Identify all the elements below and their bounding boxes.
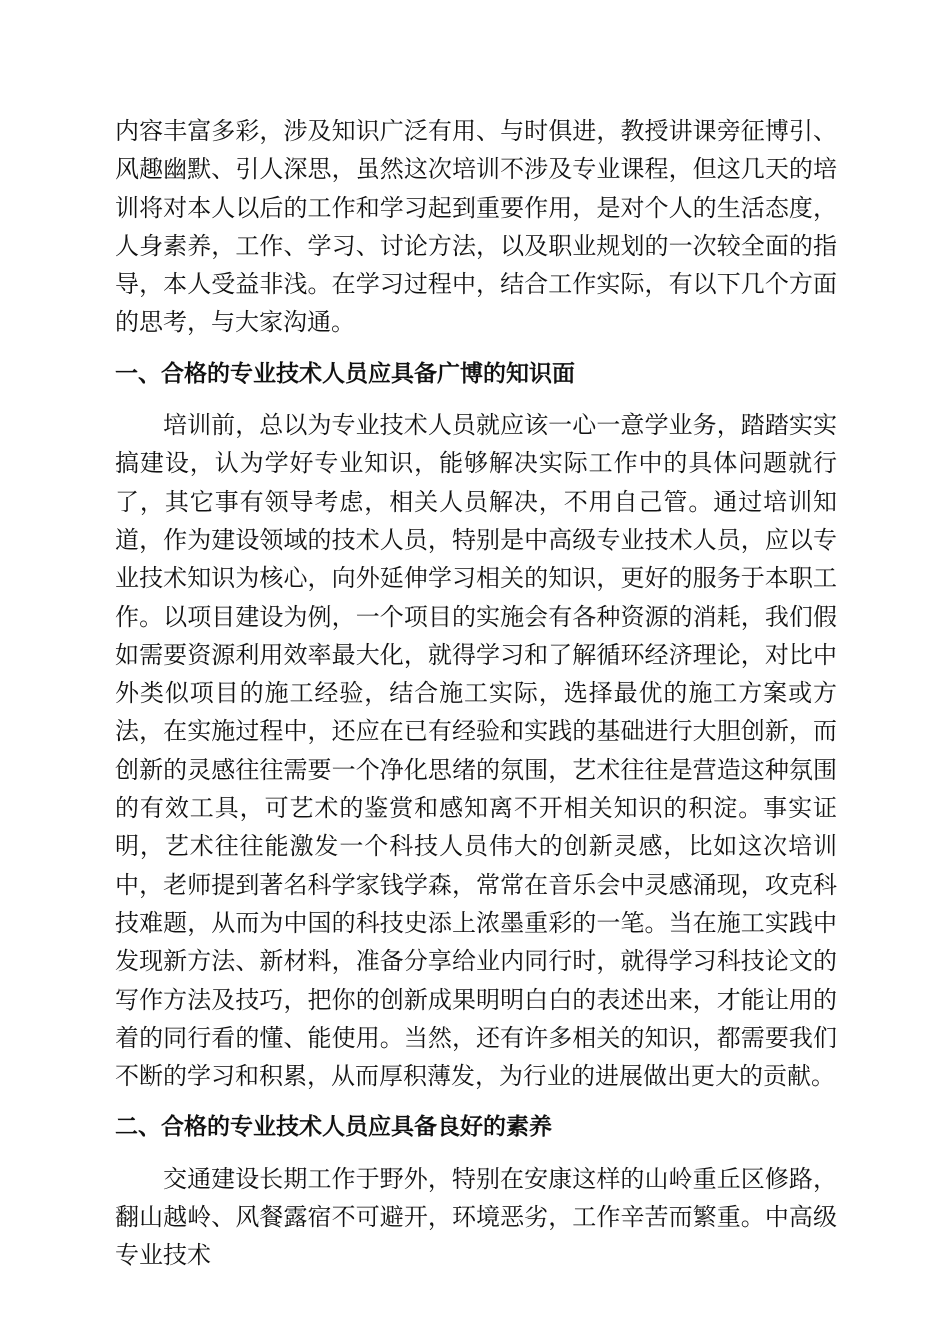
- intro-paragraph: 内容丰富多彩，涉及知识广泛有用、与时俱进，教授讲课旁征博引、风趣幽默、引人深思，虽然这次培训不涉及专业课程，但这几天的培训将对本人以后的工作和学习起到重要作用，是对个人的生活态度，人身素养，工作、学习、讨论方法，以及职业规划的一次较全面的指导，本人受益非浅。在学习过程中，结合工作实际，有以下几个方面的思考，与大家沟通。: [115, 117, 837, 337]
- section-heading-1: 一、合格的专业技术人员应具备广博的知识面: [115, 360, 575, 387]
- section-1-paragraph: 培训前，总以为专业技术人员就应该一心一意学业务，踏踏实实搞建设，认为学好专业知识，能够解决实际工作中的具体问题就行了，其它事有领导考虑，相关人员解决，不用自己管。通过培训知道，作为建设领域的技术人员，特别是中高级专业技术人员，应以专业技术知识为核心，向外延伸学习相关的知识，更好的服务于本职工作。以项目建设为例，一个项目的实施会有各种资源的消耗，我们假如需要资源利用效率最大化，就得学习和了解循环经济理论，对比中外类似项目的施工经验，结合施工实际，选择最优的施工方案或方法，在实施过程中，还应在已有经验和实践的基础进行大胆创新，而创新的灵感往往需要一个净化思绪的氛围，艺术往往是营造这种氛围的有效工具，可艺术的鉴赏和感知离不开相关知识的积淀。事实证明，艺术往往能激发一个科技人员伟大的创新灵感，比如这次培训中，老师提到著名科学家钱学森，常常在音乐会中灵感涌现，攻克科技难题，从而为中国的科技史添上浓墨重彩的一笔。当在施工实践中发现新方法、新材料，准备分享给业内同行时，就得学习科技论文的写作方法及技巧，把你的创新成果明明白白的表述出来，才能让用的着的同行看的懂、能使用。当然，还有许多相关的知识，都需要我们不断的学习和积累，从而厚积薄发，为行业的进展做出更大的贡献。: [115, 411, 837, 1091]
- section-heading-2: 二、合格的专业技术人员应具备良好的素养: [115, 1114, 552, 1141]
- document-body: [115, 112, 837, 1275]
- section-2-paragraph: 交通建设长期工作于野外，特别在安康这样的山岭重丘区修路，翻山越岭、风餐露宿不可避开，环境恶劣，工作辛苦而繁重。中高级专业技术: [115, 1164, 837, 1270]
